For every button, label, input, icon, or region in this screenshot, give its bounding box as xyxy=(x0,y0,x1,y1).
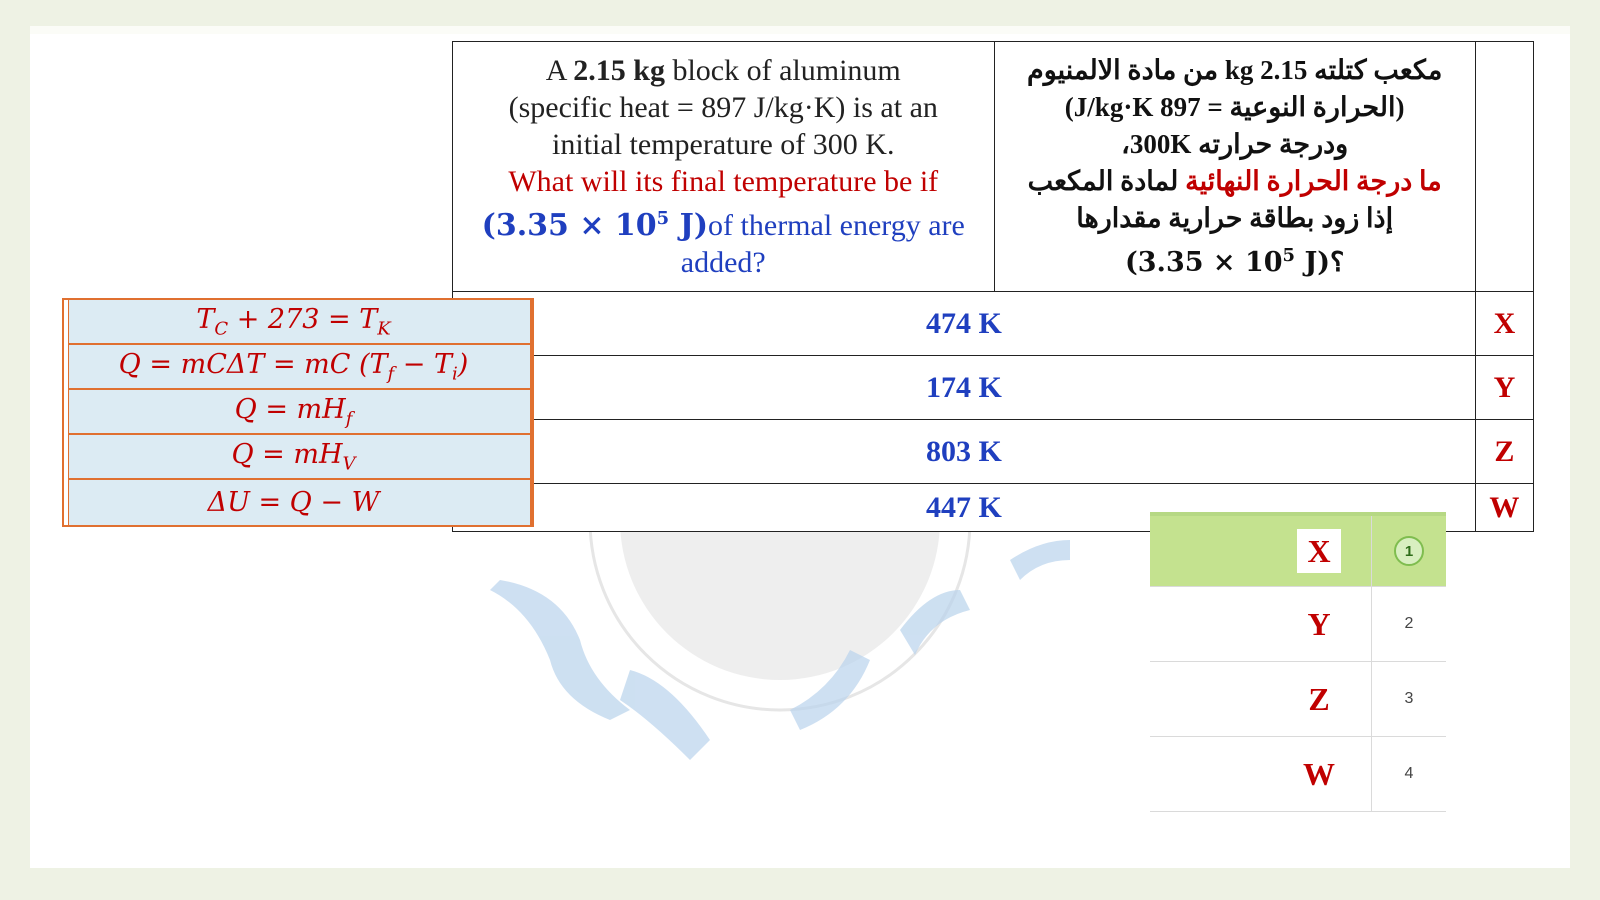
answer-number: 2 xyxy=(1404,615,1414,632)
formula-text: Q = mCΔT = mC $(T_f - T_i)$ xyxy=(118,348,469,385)
option-row xyxy=(453,292,1534,356)
formula-row xyxy=(68,300,532,345)
answer-number: 4 xyxy=(1404,765,1414,782)
formula-panel xyxy=(62,298,534,527)
question-line-initial-temp: initial temperature of 300 K. xyxy=(552,128,895,161)
answer-option-x[interactable] xyxy=(1150,512,1446,587)
question-english: A 2.15 kg block of aluminum (specific heat = 897 J/kg·K) is at an initial temperature of 300 K. What will its final temperature be if ($3.35 \times 10^5$ J)of thermal energy are added? xyxy=(453,42,995,292)
option-letter: Z xyxy=(1475,420,1533,484)
option-row xyxy=(453,356,1534,420)
question-table xyxy=(452,41,1534,532)
answer-option-w[interactable] xyxy=(1150,737,1446,812)
question-row xyxy=(453,42,1534,292)
formula-text: ΔU = Q − W xyxy=(207,487,380,518)
mass-value: 2.15 kg xyxy=(573,54,665,87)
formula-row xyxy=(68,345,532,390)
formula-row xyxy=(68,435,532,480)
answer-letter: W xyxy=(1303,755,1335,792)
arabic-line-4-red: ما درجة الحرارة النهائية xyxy=(1185,166,1442,196)
arabic-energy-expression: ($3.35 \times 10^5$ J)؟ xyxy=(1124,245,1345,278)
option-value: 447 K xyxy=(453,484,1476,532)
question-line-specific-heat: (specific heat = 897 J/kg·K) is at an xyxy=(508,91,938,124)
header-corner-cell xyxy=(1475,42,1533,292)
formula-text: $Q = mH_f$ xyxy=(234,393,353,430)
arabic-line-2: (الحرارة النوعية = 897 J/kg·K) xyxy=(1064,92,1405,122)
answer-letter: Z xyxy=(1308,680,1330,717)
question-line-added: added? xyxy=(680,246,766,279)
answer-number: 3 xyxy=(1404,690,1414,707)
arabic-line-3: ودرجة حرارته 300K، xyxy=(1121,129,1349,159)
question-line-ask: What will its final temperature be if xyxy=(508,165,939,198)
option-value: 474 K xyxy=(453,292,1476,356)
formula-text: $Q = mH_V$ xyxy=(231,438,356,475)
energy-expression: ($3.35 \times 10^5$ J) xyxy=(481,208,709,243)
option-row xyxy=(453,420,1534,484)
option-letter: X xyxy=(1475,292,1533,356)
answer-option-y[interactable] xyxy=(1150,587,1446,662)
formula-text: $T_C + 273 = T_K$ xyxy=(196,303,391,340)
answer-number-badge: 1 xyxy=(1394,536,1424,566)
question-arabic xyxy=(994,42,1475,292)
option-letter: Y xyxy=(1475,356,1533,420)
option-value: 803 K xyxy=(453,420,1476,484)
option-value: 174 K xyxy=(453,356,1476,420)
formula-row xyxy=(68,390,532,435)
answer-letter: Y xyxy=(1307,605,1331,642)
option-letter: W xyxy=(1475,484,1533,532)
arabic-line-4: لمادة المكعب xyxy=(1027,166,1186,196)
question-line-energy: of thermal energy are xyxy=(708,209,965,242)
answer-option-z[interactable] xyxy=(1150,662,1446,737)
answer-list xyxy=(1150,512,1446,812)
answer-letter: X xyxy=(1297,529,1341,573)
arabic-line-5: إذا زود بطاقة حرارية مقدارها xyxy=(1076,203,1394,233)
arabic-line-1: مكعب كتلته 2.15 kg من مادة الالمنيوم xyxy=(1026,55,1443,85)
formula-row xyxy=(68,480,532,525)
